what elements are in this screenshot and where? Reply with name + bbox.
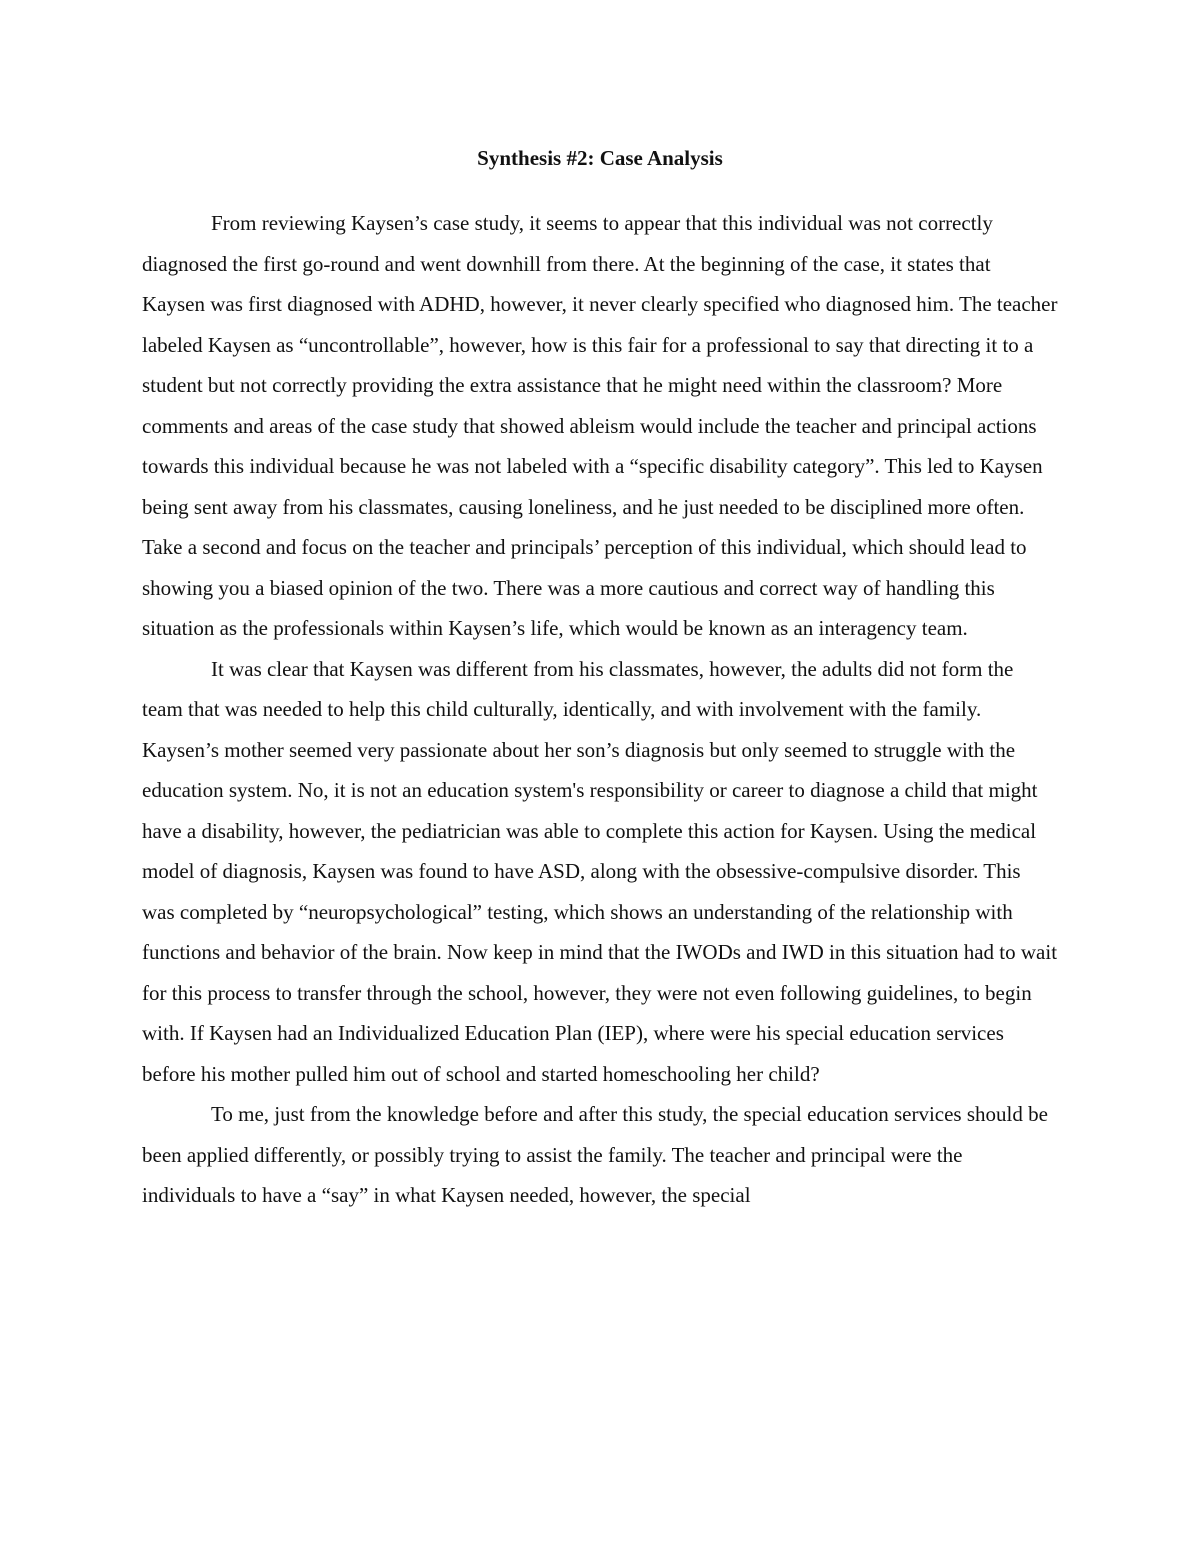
document-title: Synthesis #2: Case Analysis xyxy=(477,146,723,170)
document-body xyxy=(142,138,1058,1216)
paragraph-1: From reviewing Kaysen’s case study, it seems to appear that this individual was not correctly diagnosed the first go-round and went downhill from there. At the beginning of the case, it states that Kaysen was first diagnosed with ADHD, however, it never clearly specified who diagnosed him. The teacher labeled Kaysen as “uncontrollable”, however, how is this fair for a professional to say that directing it to a student but not correctly providing the extra assistance that he might need within the classroom? More comments and areas of the case study that showed ableism would include the teacher and principal actions towards this individual because he was not labeled with a “specific disability category”. This led to Kaysen being sent away from his classmates, causing loneliness, and he just needed to be disciplined more often. Take a second and focus on the teacher and principals’ perception of this individual, which should lead to showing you a biased opinion of the two. There was a more cautious and correct way of handling this situation as the professionals within Kaysen’s life, which would be known as an interagency team. xyxy=(142,211,1058,640)
paragraph-2: It was clear that Kaysen was different from his classmates, however, the adults did not form the team that was needed to help this child culturally, identically, and with involvement with the family. Kaysen’s mother seemed very passionate about her son’s diagnosis but only seemed to struggle with the education system. No, it is not an education system's responsibility or career to diagnose a child that might have a disability, however, the pediatrician was able to complete this action for Kaysen. Using the medical model of diagnosis, Kaysen was found to have ASD, along with the obsessive-compulsive disorder. This was completed by “neuropsychological” testing, which shows an understanding of the relationship with functions and behavior of the brain. Now keep in mind that the IWODs and IWD in this situation had to wait for this process to transfer through the school, however, they were not even following guidelines, to begin with. If Kaysen had an Individualized Education Plan (IEP), where were his special education services before his mother pulled him out of school and started homeschooling her child? xyxy=(142,656,1058,1086)
paragraph-3: To me, just from the knowledge before and after this study, the special education services should be been applied differently, or possibly trying to assist the family. The teacher and principal were the individuals to have a “say” in what Kaysen needed, however, the special xyxy=(142,1102,1048,1207)
title-spacer xyxy=(142,178,1058,203)
